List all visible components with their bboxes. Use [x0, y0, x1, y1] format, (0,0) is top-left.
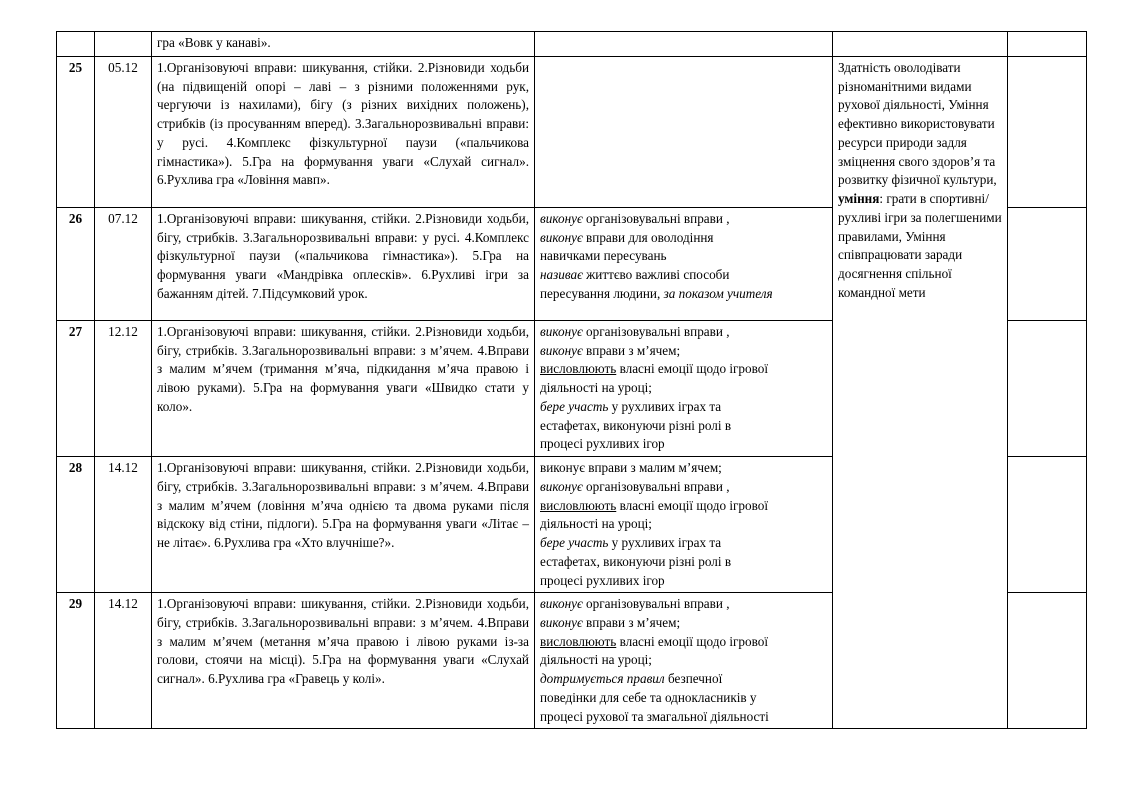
- outcome-text: діяльності на уроці;: [540, 652, 652, 668]
- outcome-text: організовувальні вправи ,: [582, 478, 730, 494]
- outcome-verb: виконує: [540, 211, 583, 226]
- cell-lesson-content: 1.Організовуючі вправи: шикування, стійки. 2.Різновиди ходьби, бігу, стрибків. 3.Загальнорозвивальні вправи: з м’ячем. 4.Вправи з малим м’ячем (метання м’яча правою і лівою руками із-за голови, стоячи на місці). 5.Гра на формування уваги «Слухай сигнал». 6.Рухлива гра «Гравець у колі».: [152, 593, 535, 729]
- outcome-text: вправи з м’ячем;: [582, 342, 681, 358]
- outcome-line: [540, 247, 827, 266]
- cell-lesson-number: [57, 32, 95, 57]
- cell-competencies-header-spill: [833, 32, 1008, 57]
- cell-lesson-date: [95, 32, 152, 57]
- outcome-text: процесі рухливих ігор: [540, 436, 665, 452]
- outcome-verb: бере участь: [540, 535, 609, 551]
- outcome-verb: виконує: [540, 342, 583, 358]
- outcome-line: [540, 633, 827, 652]
- cell-notes: [1008, 32, 1087, 57]
- cell-lesson-content: гра «Вовк у канаві».: [152, 32, 535, 57]
- cell-learning-outcomes: [535, 321, 833, 457]
- outcome-text: виконує вправи з малим м’ячем;: [540, 460, 722, 476]
- outcome-text: у рухливих іграх та: [608, 398, 722, 414]
- cell-learning-outcomes: [535, 32, 833, 57]
- outcome-text: поведінки для себе та однокласників у: [540, 689, 757, 705]
- outcome-line: [540, 285, 827, 304]
- outcome-line: [540, 497, 827, 516]
- outcome-line: [540, 614, 827, 633]
- outcome-line: [540, 323, 827, 342]
- cell-notes: [1008, 457, 1087, 593]
- outcome-text: власні емоції щодо ігрової: [616, 633, 769, 649]
- outcome-line: [540, 210, 827, 229]
- outcome-verb: називає: [540, 267, 583, 283]
- cell-lesson-number: 26: [57, 208, 95, 321]
- outcome-line: [540, 572, 827, 591]
- outcome-text: у рухливих іграх та: [608, 535, 722, 551]
- competency-keyword: уміння: [838, 191, 880, 207]
- competency-text: : грати в спортивні/рухливі ігри за полегшеними правилами, Уміння співпрацювати заради досягнення спільної командної мети: [838, 191, 1002, 300]
- table-row: [57, 57, 1087, 208]
- cell-lesson-date: 14.12: [95, 593, 152, 729]
- cell-learning-outcomes: [535, 457, 833, 593]
- outcome-text: естафетах, виконуючи різні ролі в: [540, 417, 732, 433]
- cell-lesson-content: 1.Організовуючі вправи: шикування, стійки. 2.Різновиди ходьби, бігу, стрибків. 3.Загальнорозвивальні вправи: з м’ячем. 4.Вправи з малим м’ячем (ловіння м’яча однією та двома руками після відскоку від стіни, підлоги). 5.Гра на формування уваги «Літає – не літає». 6.Рухлива гра «Хто влучніше?».: [152, 457, 535, 593]
- cell-competencies: [833, 57, 1008, 729]
- outcome-line: [540, 595, 827, 614]
- outcome-text: діяльності на уроці;: [540, 516, 652, 532]
- outcome-line: [540, 342, 827, 361]
- outcome-line: [540, 670, 827, 689]
- cell-notes: [1008, 208, 1087, 321]
- cell-lesson-number: 28: [57, 457, 95, 593]
- cell-lesson-content: 1.Організовуючі вправи: шикування, стійки. 2.Різновиди ходьби (на підвищеній опорі – лаві – з різними положеннями рук, чергуючи із нахилами), бігу (з різних вихідних положень), стрибків (із просуванням вперед). 3.Загальнорозвивальні вправи: у русі. 4.Комплекс фізкультурної паузи («пальчикова гімнастика»). 5.Гра на формування уваги «Слухай сигнал». 6.Рухлива гра «Ловіння мавп».: [152, 57, 535, 208]
- outcome-verb: виконує: [540, 324, 583, 339]
- lesson-schedule-table: [56, 31, 1087, 729]
- outcome-line: [540, 417, 827, 436]
- cell-lesson-number: 25: [57, 57, 95, 208]
- outcome-line: [540, 651, 827, 670]
- outcome-text: організовувальні вправи ,: [582, 211, 730, 226]
- outcome-line: [540, 266, 827, 285]
- outcome-text: діяльності на уроці;: [540, 380, 652, 396]
- cell-lesson-date: 12.12: [95, 321, 152, 457]
- outcome-line: [540, 360, 827, 379]
- outcome-text: пересування людини,: [540, 285, 664, 301]
- outcome-line: [540, 478, 827, 497]
- outcome-verb: дотримується правил: [540, 671, 665, 687]
- outcome-verb: висловлюють: [540, 497, 617, 513]
- outcome-text: процесі рухливих ігор: [540, 572, 665, 588]
- outcome-verb: виконує: [540, 229, 583, 245]
- outcome-verb: висловлюють: [540, 633, 617, 649]
- outcome-line: [540, 515, 827, 534]
- cell-notes: [1008, 321, 1087, 457]
- cell-lesson-content: 1.Організовуючі вправи: шикування, стійки. 2.Різновиди ходьби, бігу, стрибків. 3.Загальнорозвивальні вправи: з м’ячем. 4.Вправи з малим м’ячем (тримання м’яча, підкидання м’яча правою і лівою руками). 5.Гра на формування уваги «Швидко стати у коло».: [152, 321, 535, 457]
- outcome-text: вправи з м’ячем;: [582, 615, 681, 631]
- outcome-text: життєво важливі способи: [582, 267, 730, 283]
- cell-lesson-date: 05.12: [95, 57, 152, 208]
- outcome-text: процесі рухової та змагальної діяльності: [540, 708, 769, 724]
- outcome-text: організовувальні вправи ,: [582, 324, 730, 339]
- cell-lesson-date: 14.12: [95, 457, 152, 593]
- competency-text: Здатність оволодівати різноманітними видами рухової діяльності, Уміння ефективно використовувати ресурси природи задля зміцнення свого здоров’я та розвитку фізичної культури,: [838, 60, 997, 188]
- table-row-partial-top: [57, 32, 1087, 57]
- cell-notes: [1008, 57, 1087, 208]
- cell-learning-outcomes: [535, 57, 833, 208]
- outcome-line: [540, 689, 827, 708]
- cell-learning-outcomes: [535, 208, 833, 321]
- cell-learning-outcomes: [535, 593, 833, 729]
- table-body: [57, 32, 1087, 729]
- outcome-line: [540, 229, 827, 248]
- outcome-line: [540, 553, 827, 572]
- outcome-verb: виконує: [540, 478, 583, 494]
- outcome-line: [540, 534, 827, 553]
- outcome-verb: виконує: [540, 596, 583, 612]
- outcome-verb: виконує: [540, 615, 583, 631]
- outcome-text: власні емоції щодо ігрової: [616, 361, 769, 377]
- outcome-text: навичками пересувань: [540, 248, 667, 264]
- outcome-verb: бере участь: [540, 398, 609, 414]
- outcome-text: організовувальні вправи ,: [582, 596, 730, 612]
- cell-lesson-number: 29: [57, 593, 95, 729]
- outcome-verb: висловлюють: [540, 361, 617, 377]
- cell-lesson-date: 07.12: [95, 208, 152, 321]
- cell-notes: [1008, 593, 1087, 729]
- outcome-line: [540, 379, 827, 398]
- outcome-line: [540, 708, 827, 727]
- outcome-line: [540, 435, 827, 454]
- outcome-line: [540, 459, 827, 478]
- outcome-text: вправи для оволодіння: [582, 229, 714, 245]
- outcome-text: безпечної: [664, 671, 723, 687]
- cell-lesson-number: 27: [57, 321, 95, 457]
- outcome-line: [540, 398, 827, 417]
- outcome-text: естафетах, виконуючи різні ролі в: [540, 553, 732, 569]
- outcome-note: за показом учителя: [663, 285, 773, 301]
- cell-lesson-content: 1.Організовуючі вправи: шикування, стійки. 2.Різновиди ходьби, бігу, стрибків. 3.Загальнорозвивальні вправи: у русі. 4.Комплекс фізкультурної паузи («пальчикова гімнастика»). 5.Гра на формування уваги «Мандрівка оплесків». 6.Рухливі ігри за бажанням дітей. 7.Підсумковий урок.: [152, 208, 535, 321]
- outcome-text: власні емоції щодо ігрової: [616, 497, 769, 513]
